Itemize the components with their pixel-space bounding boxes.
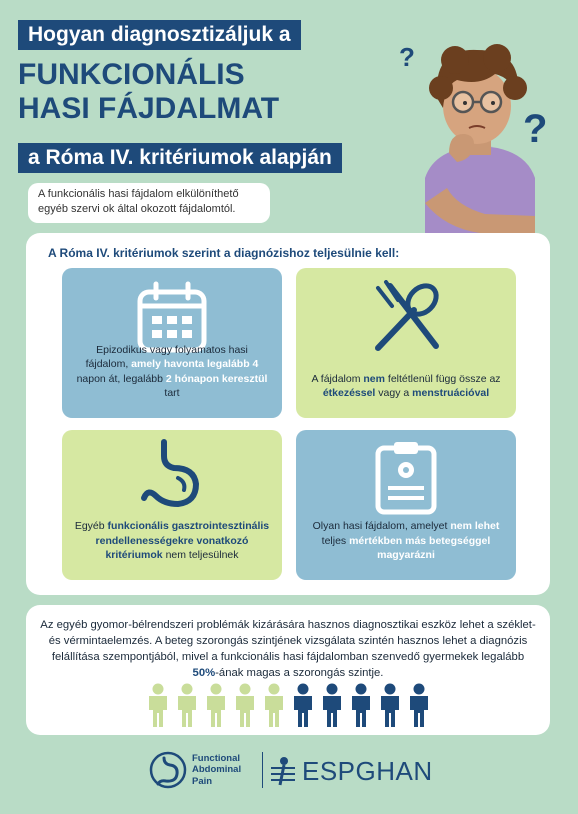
espghan-logo-icon [268,756,298,786]
fork-spoon-icon [368,280,444,356]
logo-line: Pain [192,775,213,787]
person-icon [352,684,370,728]
logo-divider [262,752,263,788]
criterion-card-eating [296,268,516,418]
info-text [40,617,536,681]
criterion-card-other-disorders [62,430,282,580]
title-main [18,60,279,124]
title-line-2: FUNKCIONÁLIS [18,58,245,91]
text-segment: teljes [321,534,347,547]
title-line-1: Hogyan diagnosztizáljuk a [18,20,301,50]
functional-abdominal-pain-logo-icon [148,750,188,790]
person-icon [207,684,225,728]
highlight-text: amely havonta legalább 4 [131,358,259,371]
highlight-text: étkezéssel [322,386,376,399]
intro-box: A funkcionális hasi fájdalom elkülöníthető egyéb szervi ok által okozott fájdalomtól. [28,183,270,223]
criterion-card-frequency [62,268,282,418]
criterion-text-frequency [74,343,270,400]
text-segment: nem teljesülnek [165,548,239,561]
highlight-text: mértékben más betegséggel magyarázni [349,534,491,561]
person-icon [294,684,312,728]
text-segment: -ának magas a szorongás szintje. [215,667,384,680]
highlight-text: funkcionális gasztrointesztinális rendellenességekre vonatkozó kritériumok [95,520,270,561]
logo-line: Functional [192,753,241,764]
person-icon [149,684,167,728]
question-mark-icon: ? [399,42,415,72]
highlight-text: nem lehet [450,520,500,533]
thinking-child-illustration [385,28,578,240]
criterion-text-eating [308,372,504,400]
clipboard-icon [370,438,442,516]
highlight-text: 2 hónapon keresztül [165,372,268,385]
criterion-card-not-explained [296,430,516,580]
person-icon [236,684,254,728]
text-segment: napon át, legalább [76,372,163,385]
text-segment: tart [164,386,180,399]
criterion-text-not-explained [308,519,504,562]
person-icon [178,684,196,728]
functional-abdominal-pain-logo-text [192,753,241,787]
criterion-text-other-disorders [74,519,270,562]
highlight-text: menstruációval [412,386,490,399]
text-segment: Az egyéb gyomor-bélrendszeri problémák kizárására hasznos diagnosztikai eszköz lehet a széklet- és vérmintaelemzés. A beteg szorongás szintjének vizsgálata szintén hasznos lehet a diagnózis felállítása szempontjából, mivel a funkcionális hasi fájdalomban szenvedő gyermekek legalább [40,619,536,664]
people-statistic [146,683,436,729]
title-line-4: a Róma IV. kritériumok alapján [18,143,342,173]
person-icon [323,684,341,728]
espghan-logo-text: ESPGHAN [302,756,433,786]
stomach-icon [134,438,210,514]
person-icon [265,684,283,728]
text-segment: A fájdalom [311,372,361,385]
question-mark-icon: ? [523,107,548,151]
text-segment: Egyéb [74,520,105,533]
title-line-3: HASI FÁJDALMAT [18,92,280,125]
highlight-text: nem [363,372,385,385]
logo-line: Abdominal [192,764,242,776]
criteria-heading: A Róma IV. kritériumok szerint a diagnózishoz teljesülnie kell: [48,246,400,260]
text-segment: feltétlenül függ össze az [387,372,501,385]
person-icon [381,684,399,728]
text-segment: Epizodikus vagy folyamatos hasi fájdalom, [85,344,248,371]
text-segment: vagy a [378,386,410,399]
text-segment: Olyan hasi fájdalom, amelyet [312,520,448,533]
percent-highlight: 50% [192,667,216,680]
person-icon [410,684,428,728]
